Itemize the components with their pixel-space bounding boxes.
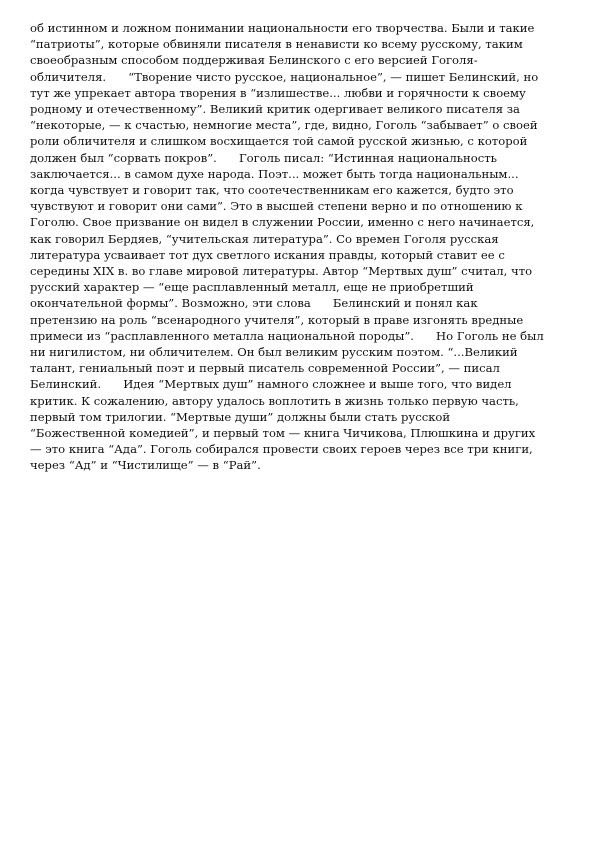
body-text — [30, 20, 575, 474]
text-line: “Божественной комедией”, и первый том — книга Чичикова, Плюшкина и других — [30, 426, 536, 441]
text-line: литература усваивает тот дух светлого искания правды, который ставит ее с — [30, 247, 505, 262]
text-line: через “Ад” и “Чистилище” — в “Рай”. — [30, 458, 261, 473]
text-line: роли обличителя и слишком восхищается той самой русской жизнью, с которой — [30, 134, 528, 149]
text-line: Белинский. Идея “Мертвых душ” намного сложнее и выше того, что видел — [30, 377, 512, 392]
text-line: когда чувствует и говорит так, что соотечественникам его кажется, будто это — [30, 183, 514, 198]
text-line: претензию на роль “всенародного учителя”, который в праве изгонять вредные — [30, 312, 524, 327]
text-line: об истинном и ложном понимании национальности его творчества. Были и такие — [30, 21, 535, 35]
text-line: “некоторые, — к счастью, немногие места”, где, видно, Гоголь “забывает” о своей — [30, 118, 538, 133]
text-line: родному и отечественному”. Великий критик одергивает великого писателя за — [30, 102, 520, 117]
text-line: критик. К сожалению, автору удалось воплотить в жизнь только первую часть, — [30, 393, 519, 408]
text-line: обличителя. “Творение чисто русское, национальное”, — пишет Белинский, но — [30, 69, 539, 84]
text-line: окончательной формы”. Возможно, эти слова Белинский и понял как — [30, 296, 478, 311]
text-line: талант, гениальный поэт и первый писатель современной России”, — писал — [30, 361, 500, 376]
text-line: — это книга “Ада”. Гоголь собирался провести своих героев через все три книги, — [30, 442, 533, 457]
text-line: первый том трилогии. “Мертвые души” должны были стать русской — [30, 409, 451, 424]
text-line: своеобразным способом поддерживая Белинского с его версией Гоголя- — [30, 53, 478, 68]
text-line: чувствуют и говорит они сами”. Это в высшей степени верно и по отношению к — [30, 199, 523, 214]
text-line: середины XIX в. во главе мировой литературы. Автор “Мертвых душ” считал, что — [30, 264, 533, 279]
text-line: примеси из “расплавленного металла национальной породы”. Но Гоголь не был — [30, 328, 544, 343]
text-line: должен был “сорвать покров”. Гоголь писал: “Истинная национальность — [30, 150, 497, 165]
text-line: заключается... в самом духе народа. Поэт... может быть тогда национальным... — [30, 166, 519, 181]
text-line: тут же упрекает автора творения в “излишестве... любви и горячности к своему — [30, 85, 526, 100]
text-line: “патриоты”, которые обвиняли писателя в ненависти ко всему русскому, таким — [30, 37, 523, 52]
text-line: как говорил Бердяев, “учительская литература”. Со времен Гоголя русская — [30, 231, 499, 246]
text-line: Гоголю. Свое призвание он видел в служении России, именно с него начинается, — [30, 215, 535, 230]
text-line: ни нигилистом, ни обличителем. Он был великим русским поэтом. “...Великий — [30, 345, 518, 360]
text-line: русский характер — “еще расплавленный металл, еще не приобретший — [30, 280, 474, 295]
